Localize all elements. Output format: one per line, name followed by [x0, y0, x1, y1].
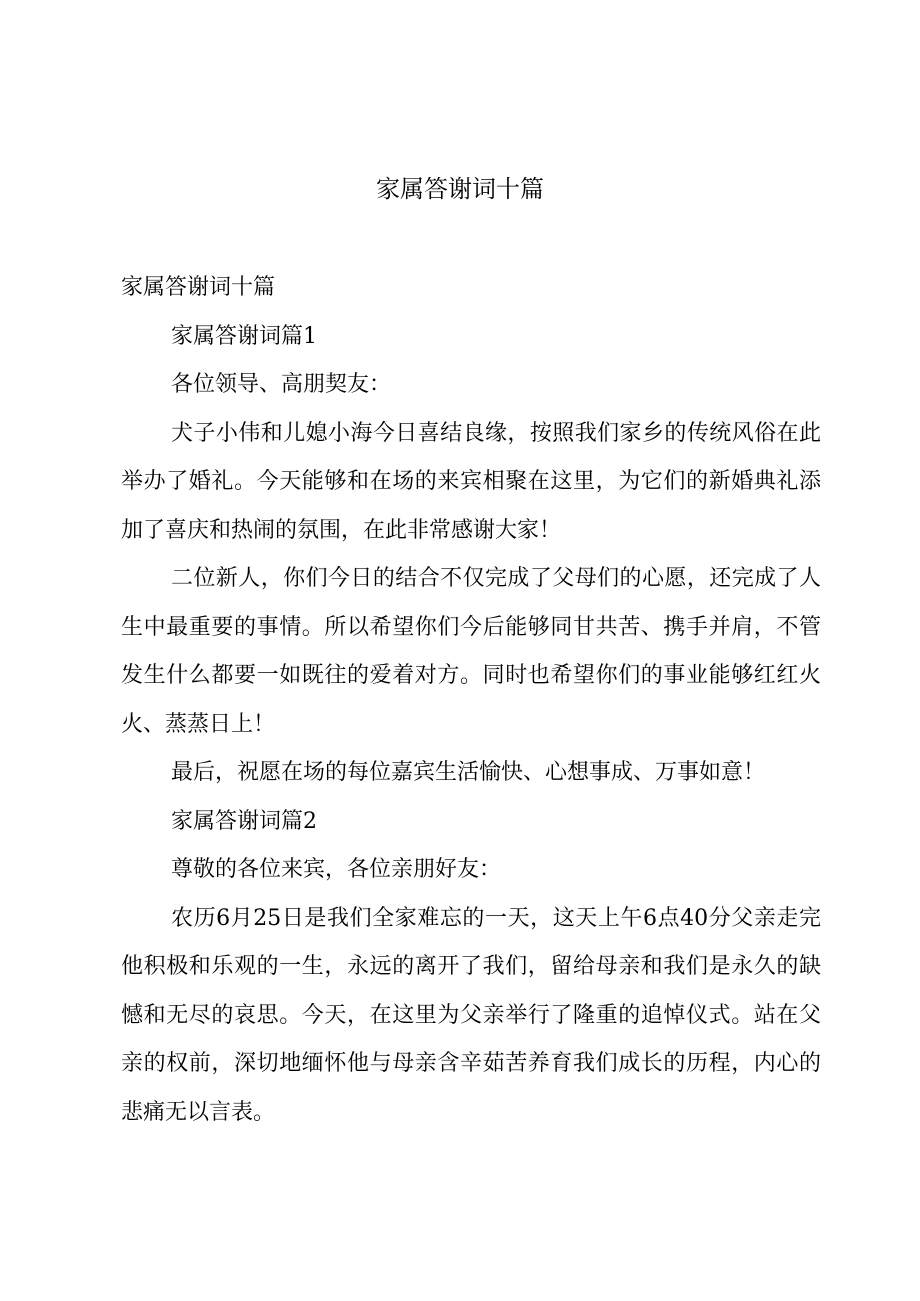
salutation-2: 尊敬的各位来宾，各位亲朋好友： — [171, 857, 502, 882]
section-heading-2: 家属答谢词篇2 — [171, 808, 317, 834]
document-title: 家属答谢词十篇 — [376, 175, 544, 203]
section-heading-1: 家属答谢词篇1 — [171, 323, 317, 349]
document-body — [121, 264, 821, 1137]
body-paragraph: 二位新人，你们今日的结合不仅完成了父母们的心愿，还完成了人生中最重要的事情。所以希望你们今后能够同甘共苦、携手并肩，不管发生什么都要一如既往的爱着对方。同时也希望你们的事业能够红红火火、蒸蒸日上！ — [121, 566, 821, 737]
salutation-1: 各位领导、高朋契友： — [171, 372, 392, 397]
subtitle-paragraph: 家属答谢词十篇 — [121, 275, 276, 300]
body-paragraph: 犬子小伟和儿媳小海今日喜结良缘，按照我们家乡的传统风俗在此举办了婚礼。今天能够和在场的来宾相聚在这里，为它们的新婚典礼添加了喜庆和热闹的氛围，在此非常感谢大家！ — [121, 420, 821, 543]
body-paragraph: 农历6月25日是我们全家难忘的一天，这天上午6点40分父亲走完他积极和乐观的一生，永远的离开了我们，留给母亲和我们是永久的缺憾和无尽的哀思。今天，在这里为父亲举行了隆重的追悼仪式。站在父亲的权前，深切地缅怀他与母亲含辛茹苦养育我们成长的历程，内心的悲痛无以言表。 — [121, 905, 821, 1125]
body-paragraph: 最后，祝愿在场的每位嘉宾生活愉快、心想事成、万事如意！ — [171, 760, 766, 785]
